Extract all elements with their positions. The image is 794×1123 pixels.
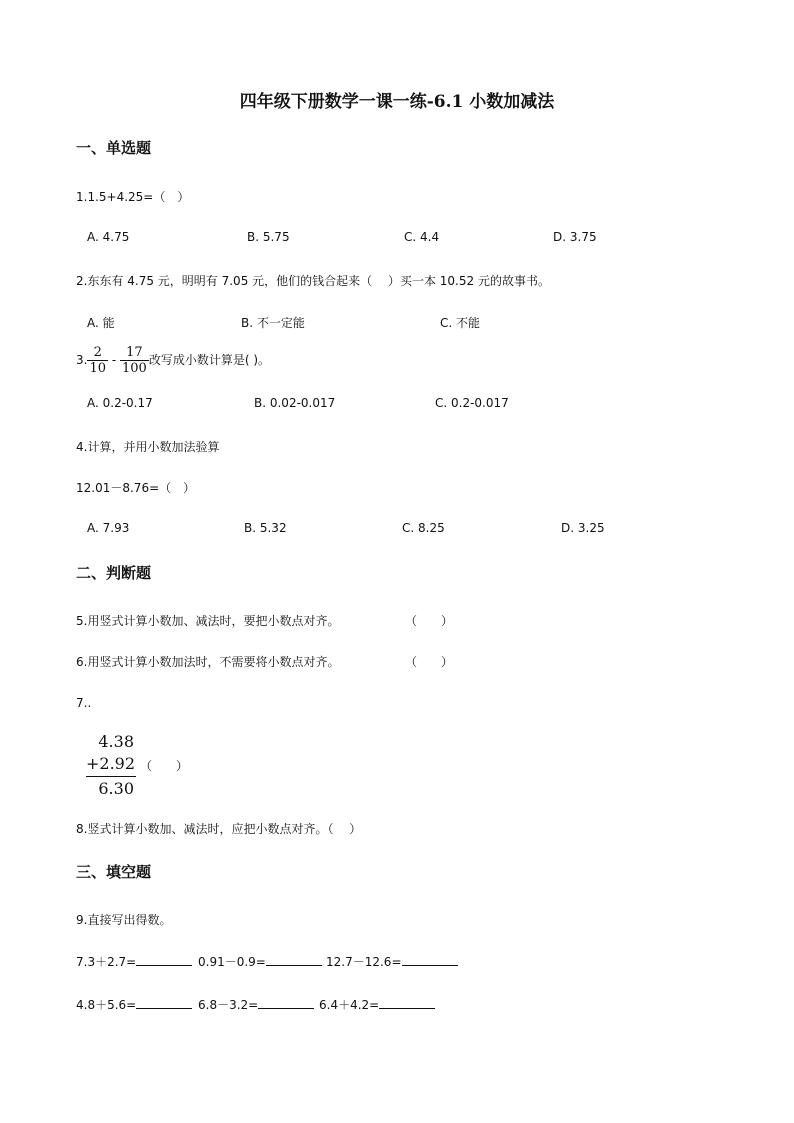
question-4-option-d: D. 3.25: [561, 521, 605, 535]
calc-expression: 12.7－12.6=: [326, 955, 402, 969]
question-2-option-c: C. 不能: [440, 316, 481, 330]
question-1-text: 1.1.5+4.25=（ ）: [76, 190, 190, 204]
question-7-answer-paren: （ ）: [140, 759, 189, 773]
calc-expression: 6.4＋4.2=: [319, 998, 380, 1012]
calc-item: [319, 996, 435, 1013]
calc-item: [76, 953, 192, 970]
question-4-option-c: C. 8.25: [402, 521, 445, 535]
question-7-text: 7..: [76, 696, 92, 710]
fraction-numerator: 2: [93, 345, 102, 360]
section-heading-fill-blank: 三、填空题: [76, 863, 152, 881]
answer-blank[interactable]: [136, 953, 192, 966]
section-heading-single-choice: 一、单选题: [76, 139, 152, 157]
calc-expression: 6.8－3.2=: [198, 998, 259, 1012]
question-3-number: 3.: [76, 353, 88, 367]
question-3-text: [76, 345, 270, 376]
calc-expression: 4.8＋5.6=: [76, 998, 137, 1012]
fraction-numerator: 17: [126, 345, 143, 360]
sum-line: [86, 776, 136, 777]
fraction-17-over-100: [120, 345, 149, 376]
question-3-option-a: A. 0.2-0.17: [87, 396, 153, 410]
question-2-option-b: B. 不一定能: [241, 316, 305, 330]
calc-item: [76, 996, 192, 1013]
calc-item: [198, 953, 322, 970]
question-1-option-c: C. 4.4: [404, 230, 440, 244]
question-3-suffix: 改写成小数计算是( )。: [148, 353, 271, 367]
question-1-option-d: D. 3.75: [553, 230, 597, 244]
answer-blank[interactable]: [266, 953, 322, 966]
question-9-text: 9.直接写出得数。: [76, 913, 172, 927]
calc-expression: 7.3＋2.7=: [76, 955, 137, 969]
fraction-2-over-10: [87, 345, 108, 376]
question-4-option-b: B. 5.32: [244, 521, 287, 535]
question-1-option-a: A. 4.75: [87, 230, 130, 244]
sum-result: 6.30: [98, 779, 134, 798]
question-4-expression: 12.01－8.76=（ ）: [76, 481, 196, 495]
question-4-text: 4.计算，并用小数加法验算: [76, 440, 220, 454]
addend-top: 4.38: [98, 732, 134, 751]
minus-sign: -: [111, 353, 117, 367]
question-3-option-c: C. 0.2-0.017: [435, 396, 509, 410]
vertical-addition: [86, 731, 136, 800]
question-4-option-a: A. 7.93: [87, 521, 130, 535]
page-title: 四年级下册数学一课一练-6.1 小数加减法: [239, 92, 555, 112]
section-heading-true-false: 二、判断题: [76, 564, 152, 582]
answer-blank[interactable]: [136, 996, 192, 1009]
calc-expression: 0.91－0.9=: [198, 955, 266, 969]
question-1-option-b: B. 5.75: [247, 230, 290, 244]
answer-blank[interactable]: [379, 996, 435, 1009]
question-2-option-a: A. 能: [87, 316, 115, 330]
answer-blank[interactable]: [402, 953, 458, 966]
fraction-denominator: 100: [122, 361, 147, 376]
question-8-text: 8.竖式计算小数加、减法时，应把小数点对齐。（ ）: [76, 822, 362, 836]
question-3-option-b: B. 0.02-0.017: [254, 396, 336, 410]
question-5-text: 5.用竖式计算小数加、减法时，要把小数点对齐。: [76, 614, 340, 628]
answer-blank[interactable]: [258, 996, 314, 1009]
question-6-answer-paren: （ ）: [405, 655, 454, 669]
calc-item: [326, 953, 458, 970]
question-5-answer-paren: （ ）: [405, 614, 454, 628]
question-6-text: 6.用竖式计算小数加法时，不需要将小数点对齐。: [76, 655, 340, 669]
calc-item: [198, 996, 314, 1013]
question-2-text: 2.东东有 4.75 元，明明有 7.05 元，他们的钱合起来（ ）买一本 10.52 元的故事书。: [76, 274, 550, 288]
addend-bottom: +2.92: [86, 754, 136, 773]
fraction-denominator: 10: [89, 361, 106, 376]
